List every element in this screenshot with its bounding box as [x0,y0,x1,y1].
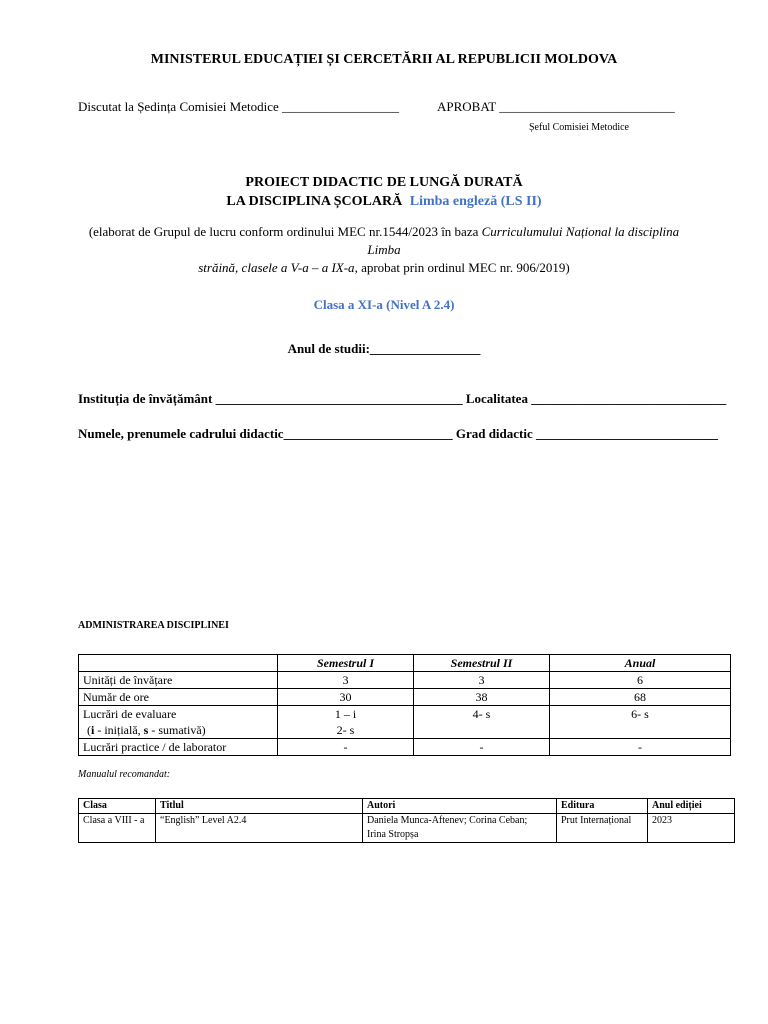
table-row [79,739,731,756]
admin-table [78,654,731,756]
discipline-line [0,194,768,210]
annual-value: - [550,739,731,756]
manual-header-authors: Autori [363,799,557,814]
legend-summative: - sumativă) [148,723,206,737]
document-title: PROIECT DIDACTIC DE LUNGĂ DURATĂ [245,175,523,190]
annual-value: 68 [550,689,731,706]
admin-header-sem1: Semestrul I [278,655,414,672]
manual-table [78,798,735,843]
study-year: Anul de studii:_________________ [287,341,481,356]
row-label: Unități de învățare [79,672,278,689]
elaboration-note [84,223,684,277]
admin-header-annual: Anual [550,655,731,672]
admin-header-sem2: Semestrul II [414,655,550,672]
sem1-initial: 1 – i [334,707,357,721]
sem1-value: - [278,739,414,756]
sem1-value: 3 [278,672,414,689]
table-row [79,706,731,739]
sem1-value: 30 [278,689,414,706]
row-label [79,706,278,739]
class-level: Clasa a XI-a (Nivel A 2.4) [313,297,455,312]
manual-authors-line2: Irina Stropșa [367,829,419,840]
ministry-title: MINISTERUL EDUCAȚIEI ȘI CERCETĂRII AL REPUBLICII MOLDOVA [150,52,618,67]
legend-open: ( [87,723,91,737]
note-part-d: , aprobat prin ordinul MEC nr. 906/2019) [354,260,570,275]
approved-line: APROBAT ___________________________ [437,99,675,114]
manual-authors [363,814,557,843]
manual-publisher: Prut Internațional [557,814,648,843]
manual-authors-line1: Daniela Munca-Aftenev; Corina Ceban; [367,815,528,826]
manual-header-row [79,799,735,814]
sem2-value: - [414,739,550,756]
admin-heading: ADMINISTRAREA DISCIPLINEI [78,620,229,631]
sem2-value: 38 [414,689,550,706]
manual-header-year: Anul ediției [648,799,735,814]
admin-header-row [79,655,731,672]
row-label-main: Lucrări de evaluare [83,707,177,721]
manual-header-publisher: Editura [557,799,648,814]
discipline-prefix: LA DISCIPLINA ȘCOLARĂ [226,194,403,209]
annual-value: 6 [550,672,731,689]
annual-value: 6- s [550,706,731,739]
note-part-c: străină, clasele a V-a – a IX-a [198,260,355,275]
sem2-value: 4- s [414,706,550,739]
admin-header-empty [79,655,278,672]
legend-initial: - inițială, [94,723,144,737]
note-part-a: (elaborat de Grupul de lucru conform ordinului MEC nr.1544/2023 în baza [88,224,482,239]
legend-i: i [91,723,95,737]
note-part-b: Curriculumului Național la disciplina Limba [367,224,680,257]
row-label: Număr de ore [79,689,278,706]
manual-class: Clasa a VIII - a [79,814,156,843]
manual-heading: Manualul recomandat: [78,769,171,780]
row-label: Lucrări practice / de laborator [79,739,278,756]
discussed-line: Discutat la Ședința Comisiei Metodice __________________ [78,99,399,114]
table-row [79,814,735,843]
manual-title: “English” Level A2.4 [156,814,363,843]
manual-header-title: Titlul [156,799,363,814]
table-row [79,672,731,689]
head-of-commission: Șeful Comisiei Metodice [529,122,629,133]
sem1-summative: 2- s [336,723,355,737]
sem1-value [278,706,414,739]
discipline-subject: Limba engleză (LS II) [409,194,542,209]
teacher-line: Numele, prenumele cadrului didactic__________________________ Grad didactic ____________________________ [78,426,718,441]
row-label-legend [83,722,273,738]
manual-header-class: Clasa [79,799,156,814]
table-row [79,689,731,706]
institution-line: Instituția de învățământ ______________________________________ Localitatea ______________________________ [78,391,727,406]
legend-s: s [143,723,149,737]
manual-year: 2023 [648,814,735,843]
sem2-value: 3 [414,672,550,689]
